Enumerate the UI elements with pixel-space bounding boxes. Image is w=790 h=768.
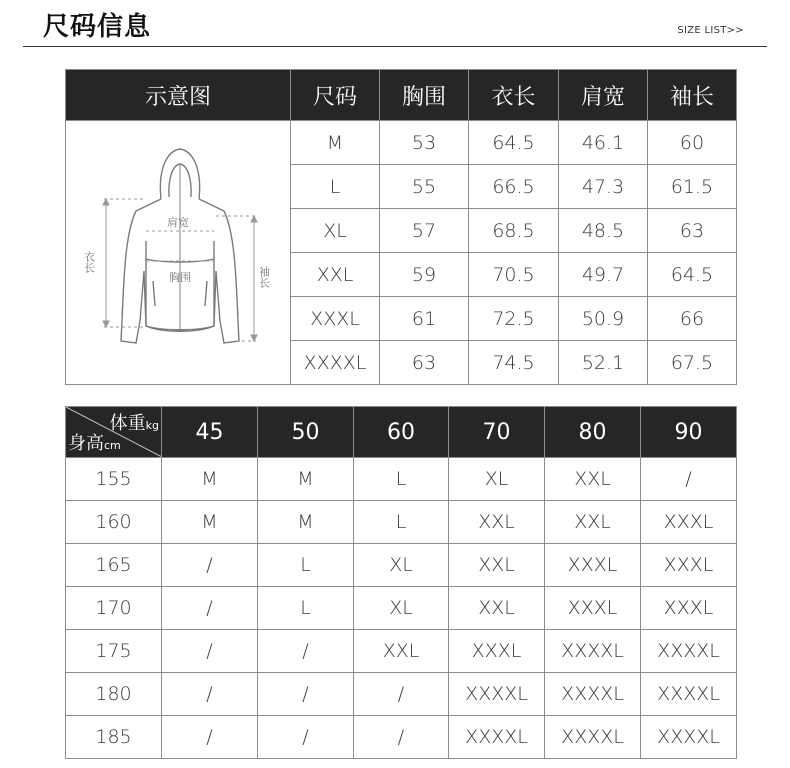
fit-size-cell: XXXXL [641, 673, 737, 716]
fit-size-cell: XXXXL [545, 716, 641, 759]
fit-header-row [66, 407, 737, 458]
corner-weight-label: 体重 [109, 413, 146, 434]
fit-size-cell: L [354, 458, 449, 501]
fit-size-cell: XXXL [545, 587, 641, 630]
fit-size-cell: XXXL [641, 544, 737, 587]
measure-cell: 64.5 [469, 121, 559, 165]
header-divider [23, 46, 767, 47]
fit-table [65, 406, 737, 759]
col-diagram: 示意图 [66, 70, 291, 121]
fit-size-cell: L [258, 544, 354, 587]
fit-size-cell: / [258, 716, 354, 759]
measure-cell: 59 [380, 253, 469, 297]
measure-cell: 57 [380, 209, 469, 253]
height-cell: 175 [66, 630, 162, 673]
fit-size-cell: / [258, 630, 354, 673]
fit-row [66, 673, 737, 716]
fit-size-cell: M [162, 501, 258, 544]
height-cell: 160 [66, 501, 162, 544]
diagram-chest-label: 胸围 [169, 271, 191, 284]
fit-size-cell: XL [354, 587, 449, 630]
diagram-sleeve-label: 袖长 [257, 266, 271, 288]
fit-row [66, 501, 737, 544]
fit-size-cell: XXL [545, 501, 641, 544]
measure-cell: 48.5 [559, 209, 648, 253]
measure-cell: 70.5 [469, 253, 559, 297]
fit-size-cell: XXXXL [641, 716, 737, 759]
measure-cell: 72.5 [469, 297, 559, 341]
corner-height [68, 429, 121, 455]
fit-size-cell: XXXL [545, 544, 641, 587]
size-cell: XL [291, 209, 380, 253]
measure-cell: 50.9 [559, 297, 648, 341]
corner-height-label: 身高 [68, 433, 104, 454]
measure-cell: 74.5 [469, 341, 559, 385]
page-title: 尺码信息 [43, 12, 152, 42]
height-cell: 180 [66, 673, 162, 716]
measurement-header-row [66, 70, 737, 121]
weight-col: 45 [162, 407, 258, 458]
fit-size-cell: L [258, 587, 354, 630]
fit-row [66, 544, 737, 587]
col-chest: 胸围 [380, 70, 469, 121]
diagram-length-label: 衣长 [82, 251, 96, 273]
size-cell: XXL [291, 253, 380, 297]
measure-cell: 52.1 [559, 341, 648, 385]
measure-cell: 66.5 [469, 165, 559, 209]
measure-cell: 63 [380, 341, 469, 385]
fit-size-cell: XXXL [449, 630, 545, 673]
size-cell: L [291, 165, 380, 209]
col-size: 尺码 [291, 70, 380, 121]
fit-size-cell: / [162, 587, 258, 630]
fit-size-cell: XXL [449, 587, 545, 630]
fit-row [66, 630, 737, 673]
fit-size-cell: XXL [545, 458, 641, 501]
corner-height-unit: cm [104, 439, 121, 452]
fit-size-cell: / [162, 673, 258, 716]
fit-row [66, 587, 737, 630]
fit-size-cell: / [641, 458, 737, 501]
size-list-label: SIZE LIST>> [677, 25, 744, 36]
height-cell: 165 [66, 544, 162, 587]
fit-size-cell: XXXL [641, 501, 737, 544]
height-cell: 170 [66, 587, 162, 630]
size-cell: XXXL [291, 297, 380, 341]
height-cell: 155 [66, 458, 162, 501]
measure-cell: 67.5 [648, 341, 737, 385]
size-cell: XXXXL [291, 341, 380, 385]
fit-size-cell: M [258, 501, 354, 544]
jacket-diagram-icon [66, 121, 291, 379]
jacket-diagram [66, 121, 291, 385]
fit-row [66, 458, 737, 501]
weight-col: 70 [449, 407, 545, 458]
corner-weight-unit: kg [145, 419, 159, 432]
fit-size-cell: XXXXL [449, 716, 545, 759]
fit-size-cell: XXXXL [449, 673, 545, 716]
weight-col: 90 [641, 407, 737, 458]
fit-size-cell: / [162, 716, 258, 759]
fit-size-cell: / [354, 716, 449, 759]
measurement-row [66, 121, 737, 165]
fit-size-cell: M [258, 458, 354, 501]
fit-size-cell: / [162, 630, 258, 673]
measure-cell: 47.3 [559, 165, 648, 209]
fit-size-cell: XXL [449, 544, 545, 587]
fit-size-cell: M [162, 458, 258, 501]
fit-size-cell: L [354, 501, 449, 544]
corner-cell [66, 407, 162, 458]
measure-cell: 68.5 [469, 209, 559, 253]
fit-size-cell: XXXXL [545, 630, 641, 673]
fit-size-cell: XXL [449, 501, 545, 544]
measure-cell: 61.5 [648, 165, 737, 209]
fit-size-cell: / [354, 673, 449, 716]
fit-row [66, 716, 737, 759]
measure-cell: 61 [380, 297, 469, 341]
measure-cell: 46.1 [559, 121, 648, 165]
fit-size-cell: / [258, 673, 354, 716]
fit-size-cell: XXXXL [545, 673, 641, 716]
measure-cell: 64.5 [648, 253, 737, 297]
size-cell: M [291, 121, 380, 165]
measurement-table [65, 69, 737, 385]
measure-cell: 60 [648, 121, 737, 165]
weight-col: 50 [258, 407, 354, 458]
col-shoulder: 肩宽 [559, 70, 648, 121]
col-length: 衣长 [469, 70, 559, 121]
fit-size-cell: XXXXL [641, 630, 737, 673]
fit-size-cell: XXXL [641, 587, 737, 630]
fit-size-cell: / [162, 544, 258, 587]
fit-size-cell: XXL [354, 630, 449, 673]
weight-col: 60 [354, 407, 449, 458]
measure-cell: 63 [648, 209, 737, 253]
weight-col: 80 [545, 407, 641, 458]
col-sleeve: 袖长 [648, 70, 737, 121]
height-cell: 185 [66, 716, 162, 759]
diagram-shoulder-label: 肩宽 [167, 216, 189, 229]
measure-cell: 55 [380, 165, 469, 209]
measure-cell: 53 [380, 121, 469, 165]
measure-cell: 49.7 [559, 253, 648, 297]
measure-cell: 66 [648, 297, 737, 341]
fit-size-cell: XL [449, 458, 545, 501]
fit-size-cell: XL [354, 544, 449, 587]
